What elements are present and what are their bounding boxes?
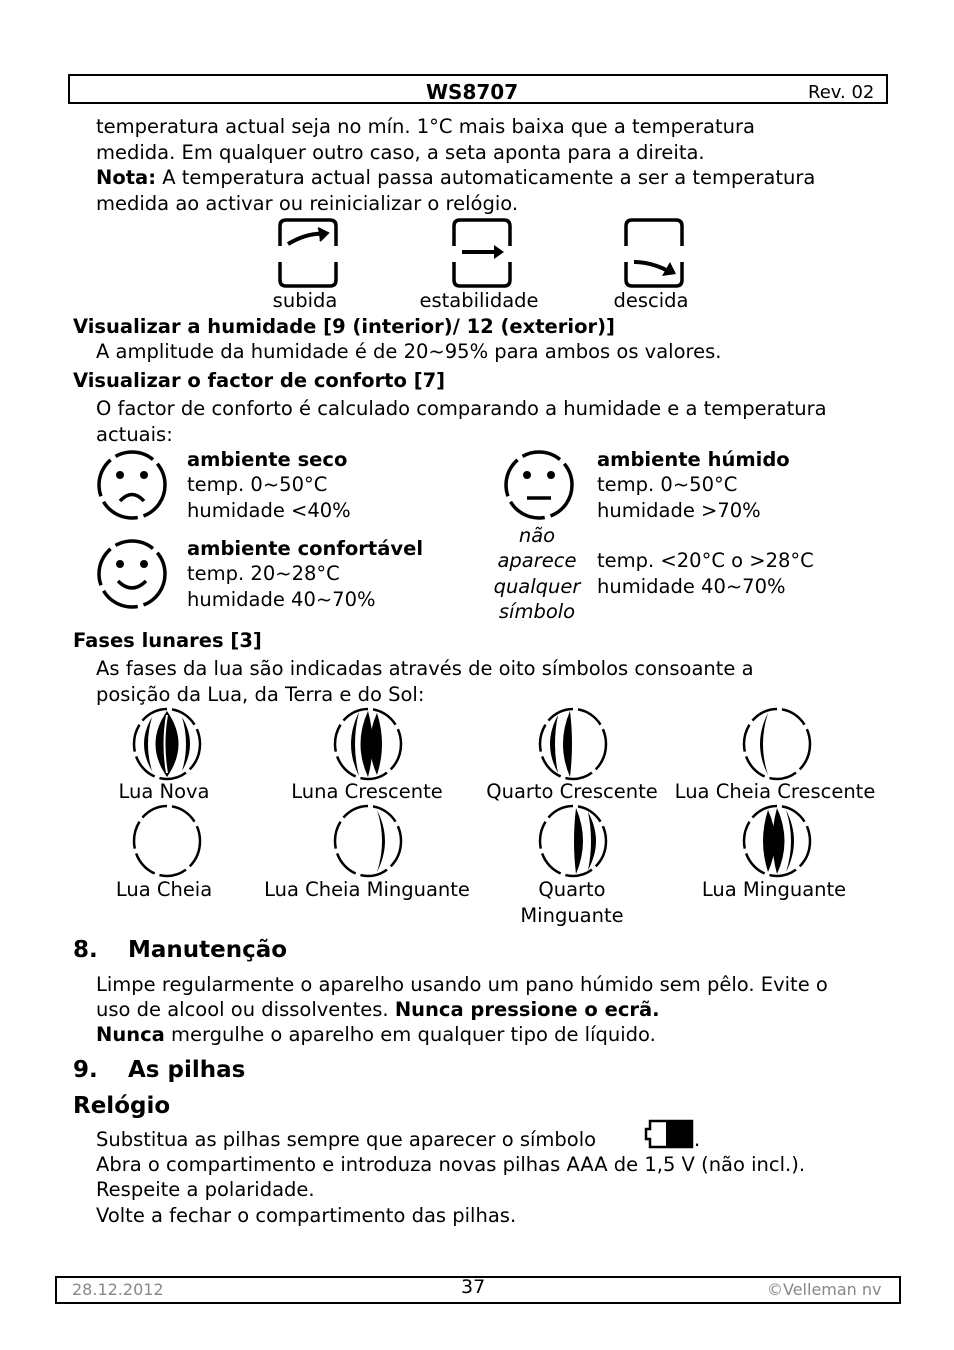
section-8-number: 8.: [73, 937, 98, 963]
section-8-line-3a: Nunca: [96, 1023, 165, 1046]
wet-temp: temp. 0~50°C: [597, 473, 738, 496]
section-9-line-3: Respeite a polaridade.: [96, 1178, 315, 1201]
section-9-line-1: Substitua as pilhas sempre que aparecer o símbolo: [96, 1128, 597, 1151]
section-9-line-4: Volte a fechar o compartimento das pilhas.: [96, 1204, 517, 1227]
comfortable-temp: temp. 20~28°C: [187, 562, 340, 585]
trend-down-icon: [622, 216, 686, 290]
comfort-heading: Visualizar o factor de conforto [7]: [73, 369, 446, 392]
battery-low-icon: [644, 1119, 694, 1149]
humidity-text: A amplitude da humidade é de 20~95% para ambos os valores.: [96, 340, 722, 363]
waxing-crescent-icon: [333, 707, 403, 781]
phase-label-6: Lua Cheia Minguante: [264, 878, 470, 901]
phase-label-1: Lua Nova: [118, 780, 210, 803]
dry-humidity: humidade <40%: [187, 499, 351, 522]
intro-line-2: medida. Em qualquer outro caso, a seta aponta para a direita.: [96, 141, 705, 164]
phase-label-8: Lua Minguante: [701, 878, 847, 901]
no-symbol-line-4: símbolo: [498, 600, 576, 623]
no-symbol-humidity: humidade 40~70%: [597, 575, 786, 598]
section-8-title: Manutenção: [128, 937, 288, 963]
clock-subheading: Relógio: [73, 1093, 171, 1119]
first-quarter-icon: [538, 707, 608, 781]
dry-face-icon: [96, 448, 168, 522]
full-moon-icon: [132, 804, 202, 878]
phase-label-3: Quarto Crescente: [486, 780, 658, 803]
intro-line-1: temperatura actual seja no mín. 1°C mais baixa que a temperatura: [96, 115, 755, 138]
section-8-line-2: [96, 997, 660, 1023]
trend-steady-icon: [450, 216, 514, 290]
section-9-title: As pilhas: [128, 1057, 246, 1083]
section-9-number: 9.: [73, 1057, 98, 1083]
trend-label-steady: estabilidade: [419, 289, 539, 312]
no-symbol-line-1: não: [518, 524, 556, 547]
comfortable-face-icon: [96, 537, 168, 611]
section-8-line-3b: mergulhe o aparelho em qualquer tipo de líquido.: [164, 1023, 656, 1046]
trend-label-down: descida: [613, 289, 689, 312]
comfortable-title: ambiente confortável: [187, 537, 423, 560]
revision: Rev. 02: [808, 82, 875, 103]
wet-humidity: humidade >70%: [597, 499, 761, 522]
waning-gibbous-icon: [333, 804, 403, 878]
last-quarter-icon: [538, 804, 608, 878]
phase-label-7b: Minguante: [520, 904, 624, 927]
trend-label-up: subida: [272, 289, 338, 312]
phase-label-4: Lua Cheia Crescente: [674, 780, 876, 803]
trend-up-icon: [276, 216, 340, 290]
moon-text-2: posição da Lua, da Terra e do Sol:: [96, 683, 425, 706]
note-line-1: [96, 165, 815, 191]
waning-crescent-icon: [742, 804, 812, 878]
new-moon-icon: [132, 707, 202, 781]
model-title: WS8707: [426, 80, 519, 104]
phase-label-7a: Quarto: [538, 878, 606, 901]
no-symbol-temp: temp. <20°C o >28°C: [597, 549, 814, 572]
section-8-line-2b: Nunca pressione o ecrã.: [394, 998, 660, 1021]
wet-face-icon: [503, 448, 575, 522]
footer-date: 28.12.2012: [72, 1280, 164, 1299]
section-9-line-1-end: .: [694, 1128, 701, 1151]
wet-title: ambiente húmido: [597, 448, 790, 471]
no-symbol-line-3: qualquer: [493, 575, 581, 598]
note-label: Nota:: [96, 166, 156, 189]
moon-heading: Fases lunares [3]: [73, 629, 262, 652]
page-number: 37: [461, 1276, 486, 1298]
waxing-gibbous-icon: [742, 707, 812, 781]
comfortable-humidity: humidade 40~70%: [187, 588, 376, 611]
section-8-line-1: Limpe regularmente o aparelho usando um pano húmido sem pêlo. Evite o: [96, 973, 828, 996]
phase-label-2: Luna Crescente: [291, 780, 443, 803]
comfort-text-2: actuais:: [96, 423, 173, 446]
section-8-line-2a: uso de alcool ou dissolventes.: [96, 998, 395, 1021]
comfort-text-1: O factor de conforto é calculado comparando a humidade e a temperatura: [96, 397, 827, 420]
section-8-line-3: [96, 1022, 656, 1048]
footer-copyright: ©Velleman nv: [767, 1280, 882, 1299]
dry-temp: temp. 0~50°C: [187, 473, 328, 496]
phase-label-5: Lua Cheia: [115, 878, 213, 901]
section-9-line-2: Abra o compartimento e introduza novas pilhas AAA de 1,5 V (não incl.).: [96, 1153, 806, 1176]
note-line-2: medida ao activar ou reinicializar o relógio.: [96, 192, 519, 215]
note-text: A temperatura actual passa automaticamente a ser a temperatura: [156, 166, 816, 189]
no-symbol-line-2: aparece: [497, 549, 577, 572]
moon-text-1: As fases da lua são indicadas através de oito símbolos consoante a: [96, 657, 754, 680]
dry-title: ambiente seco: [187, 448, 348, 471]
humidity-heading: Visualizar a humidade [9 (interior)/ 12 (exterior)]: [73, 315, 615, 338]
